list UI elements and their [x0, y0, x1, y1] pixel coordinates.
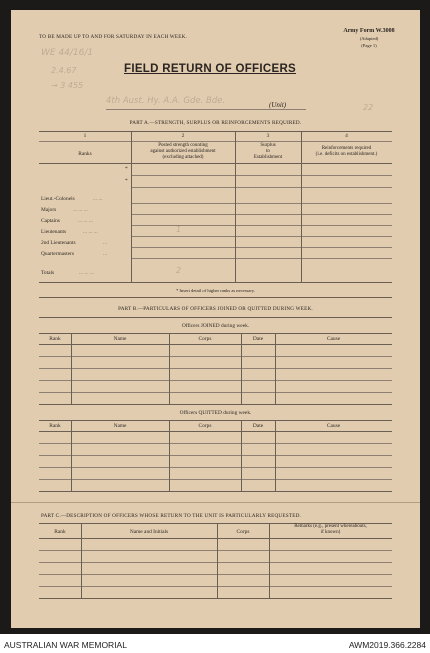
part-c-header-rule: [39, 538, 392, 539]
quitted-col-corps: Corps: [198, 423, 212, 429]
handwritten-totals-count: 2: [176, 266, 182, 275]
part-a-heading: PART A.—STRENGTH, SURPLUS OR REINFORCEMENTS REQUIRED.: [129, 120, 302, 126]
handwritten-lieutenants-count: 1: [176, 225, 182, 234]
handwritten-numbers-1: 2.4.67: [51, 66, 77, 75]
leader-dots: ... ... ...: [73, 207, 88, 213]
col-number-1: 1: [83, 133, 87, 139]
posted-header-line-3: (excluding attached): [162, 155, 204, 160]
joined-col-corps: Corps: [198, 336, 212, 342]
joined-col-divider: [275, 333, 276, 404]
part-c-col-name: Name and Initials: [129, 529, 169, 535]
joined-table-bottom-rule: [39, 404, 392, 405]
part-c-col-divider: [81, 523, 82, 598]
footnote: * Insert detail of higher ranks as necessary.: [175, 288, 256, 293]
handwritten-side-mark: 22: [363, 103, 374, 112]
part-c-row-rule: [39, 562, 392, 563]
joined-col-divider: [71, 333, 72, 404]
handwritten-numbers-2: → 3 455: [51, 81, 84, 90]
ranks-header: Ranks: [78, 151, 92, 157]
part-c-col-divider: [217, 523, 218, 598]
quitted-row-rule: [39, 467, 392, 468]
joined-row-rule: [39, 380, 392, 381]
joined-col-cause: Cause: [326, 336, 341, 342]
part-c-row-rule: [39, 586, 392, 587]
form-sheet: [11, 10, 420, 628]
joined-row-rule: [39, 368, 392, 369]
part-b-top-rule: [39, 317, 392, 318]
part-c-bottom-rule: [39, 598, 392, 599]
remarks-line-1: Remarks (e.g., present whereabouts,: [294, 524, 367, 529]
leader-dots: ...: [103, 251, 108, 257]
quitted-heading: Officers QUITTED during week.: [179, 410, 252, 416]
quitted-col-cause: Cause: [326, 423, 341, 429]
totals-label: Totals: [41, 270, 55, 276]
asterisk-2: *: [125, 178, 128, 184]
quitted-row-rule: [39, 479, 392, 480]
part-a-header-rule: [39, 163, 392, 164]
part-c-col-remarks: [269, 524, 392, 536]
col-number-3: 3: [266, 133, 270, 139]
reinforcements-header: [301, 146, 392, 158]
joined-col-name: Name: [113, 336, 127, 342]
joined-row-rule: [39, 356, 392, 357]
quitted-col-divider: [71, 420, 72, 491]
quitted-col-name: Name: [113, 423, 127, 429]
form-page: (Page 1): [361, 43, 377, 48]
joined-header-rule: [39, 344, 392, 345]
reinforcements-header-line-2: (i.e. deficits on establishment.): [315, 152, 378, 157]
joined-col-divider: [241, 333, 242, 404]
leader-dots: ... ... ...: [79, 270, 94, 276]
part-a-footnote-rule: [39, 297, 392, 298]
fold-line: [11, 502, 420, 503]
part-a-number-rule: [39, 141, 392, 142]
part-c-row-rule: [39, 574, 392, 575]
handwritten-reference: WE 44/16/1: [41, 48, 94, 58]
quitted-col-divider: [241, 420, 242, 491]
col-number-4: 4: [345, 133, 348, 139]
part-a-row-rule: [131, 175, 392, 176]
rank-quartermasters: Quartermasters: [41, 251, 74, 257]
form-number-block: [329, 28, 409, 49]
part-a-row-rule: [131, 187, 392, 188]
form-adapted: (Adapted): [359, 36, 379, 41]
surplus-header: [235, 143, 301, 161]
part-b-heading: PART B.—PARTICULARS OF OFFICERS JOINED OR QUITTED DURING WEEK.: [118, 306, 313, 312]
leader-dots: ... ...: [93, 196, 103, 202]
part-a-top-rule: [39, 131, 392, 132]
archive-footer: [0, 636, 430, 653]
part-a-row-rule: [131, 214, 392, 215]
unit-line: [106, 109, 306, 110]
joined-table-top-rule: [39, 333, 392, 334]
posted-header: [131, 143, 235, 161]
quitted-table-top-rule: [39, 420, 392, 421]
joined-col-rank: Rank: [49, 336, 61, 342]
quitted-col-rank: Rank: [49, 423, 61, 429]
form-title: FIELD RETURN OF OFFICERS: [124, 63, 297, 75]
rank-lieut-colonels: Lieut.-Colonels: [41, 196, 75, 202]
part-a-col-divider: [235, 131, 236, 282]
instruction-text: TO BE MADE UP TO AND FOR SATURDAY IN EACH WEEK.: [39, 34, 188, 40]
leader-dots: ... ... ...: [83, 229, 98, 235]
form-number: Army Form W.3008: [343, 28, 395, 34]
part-c-heading: PART C.—DESCRIPTION OF OFFICERS WHOSE RETURN TO THE UNIT IS PARTICULARLY REQUESTED.: [41, 513, 302, 519]
posted-header-line-2: against authorized establishment: [150, 149, 216, 154]
part-a-row-rule: [131, 236, 392, 237]
rank-majors: Majors: [41, 207, 57, 213]
part-a-row-rule: [131, 258, 392, 259]
part-a-row-rule: [131, 225, 392, 226]
unit-label: (Unit): [269, 101, 287, 109]
quitted-table-bottom-rule: [39, 491, 392, 492]
part-c-row-rule: [39, 550, 392, 551]
part-c-col-rank: Rank: [54, 529, 66, 535]
part-a-col-divider: [131, 131, 132, 282]
reinforcements-header-line-1: Reinforcements required: [321, 146, 372, 151]
part-c-col-corps: Corps: [236, 529, 250, 535]
leader-dots: ... ... ...: [78, 218, 93, 224]
footer-institution: AUSTRALIAN WAR MEMORIAL: [4, 640, 127, 650]
surplus-header-line-2: to: [266, 149, 270, 154]
asterisk-1: *: [125, 166, 128, 172]
footer-accession-number: AWM2019.366.2284: [348, 640, 426, 650]
joined-col-divider: [169, 333, 170, 404]
quitted-header-rule: [39, 431, 392, 432]
part-a-bottom-rule: [39, 282, 392, 283]
col-number-2: 2: [181, 133, 185, 139]
part-c-col-divider: [269, 523, 270, 598]
surplus-header-line-1: Surplus: [260, 143, 276, 148]
quitted-col-date: Date: [252, 423, 264, 429]
joined-row-rule: [39, 392, 392, 393]
leader-dots: ...: [103, 240, 108, 246]
joined-heading: Officers JOINED during week.: [181, 323, 250, 329]
quitted-row-rule: [39, 455, 392, 456]
joined-col-date: Date: [252, 336, 264, 342]
handwritten-unit-name: 4th Aust. Hy. A.A. Gde. Bde.: [106, 96, 226, 106]
remarks-line-2: if known): [320, 530, 341, 535]
part-a-row-rule: [131, 247, 392, 248]
rank-captains: Captains: [41, 218, 60, 224]
part-a-col-divider: [301, 131, 302, 282]
quitted-col-divider: [275, 420, 276, 491]
surplus-header-line-3: Establishment: [253, 155, 283, 160]
rank-2nd-lieutenants: 2nd Lieutenants: [41, 240, 76, 246]
rank-lieutenants: Lieutenants: [41, 229, 67, 235]
posted-header-line-1: Posted strength counting: [158, 143, 208, 148]
quitted-row-rule: [39, 443, 392, 444]
part-a-row-rule: [131, 203, 392, 204]
quitted-col-divider: [169, 420, 170, 491]
